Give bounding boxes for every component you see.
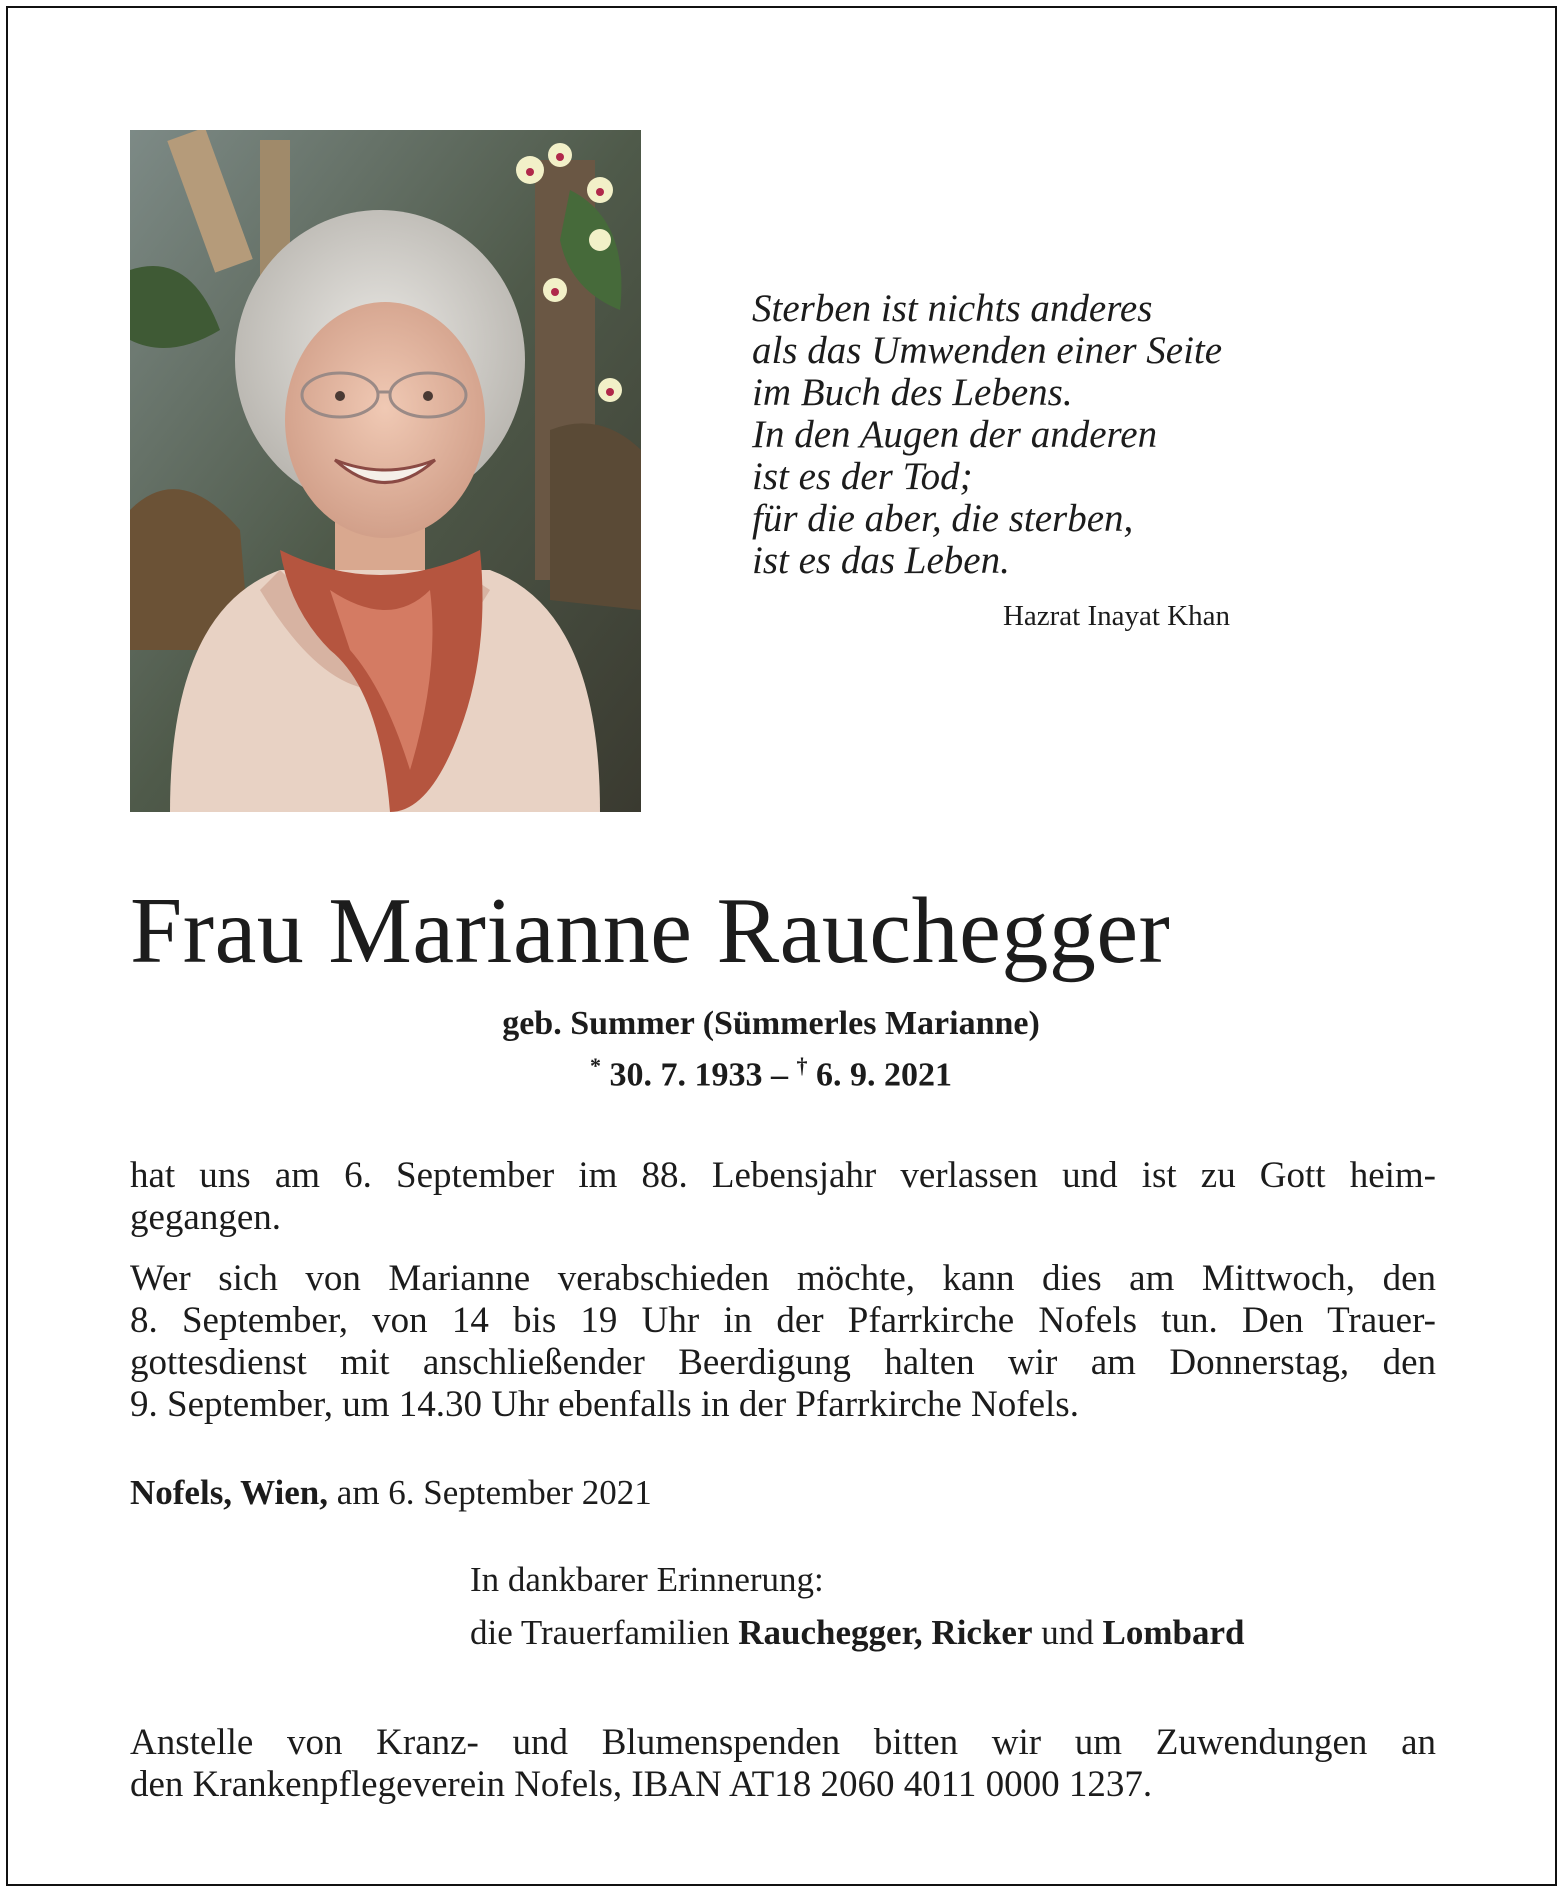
portrait-photo (130, 130, 641, 812)
quote-line: als das Umwenden einer Seite (752, 329, 1223, 372)
quote-line: ist es der Tod; (752, 455, 973, 498)
deceased-name: Frau Marianne Rauchegger (130, 879, 1171, 983)
birth-name: geb. Summer (Sümmerles Marianne) (502, 1005, 1040, 1042)
paragraph-line: Anstelle von Kranz- und Blumenspenden bitten wir um Zuwendungen an (130, 1722, 1436, 1763)
quote-block (752, 288, 1232, 582)
families-prefix: die Trauerfamilien (470, 1613, 739, 1652)
paragraph-line: gottesdienst mit anschließender Beerdigung halten wir am Donnerstag, den (130, 1342, 1436, 1383)
memory-heading: In dankbarer Erinnerung: (470, 1560, 824, 1599)
families-conjunction: und (1032, 1613, 1103, 1652)
paragraph-line: 9. September, um 14.30 Uhr ebenfalls in der Pfarrkirche Nofels. (130, 1384, 1079, 1425)
quote-line: ist es das Leben. (752, 539, 1010, 582)
quote-author: Hazrat Inayat Khan (1002, 600, 1230, 632)
place-date: am 6. September 2021 (328, 1473, 652, 1512)
date-separator: – (762, 1056, 797, 1094)
paragraph-line: 8. September, von 14 bis 19 Uhr in der Pfarrkirche Nofels tun. Den Trauer- (130, 1300, 1436, 1341)
life-dates (118, 1046, 1424, 1095)
paragraph-line: Wer sich von Marianne verabschieden möchte, kann dies am Mittwoch, den (130, 1258, 1436, 1299)
quote-line: In den Augen der anderen (752, 413, 1158, 456)
place-and-date (130, 1473, 652, 1513)
place-names: Nofels, Wien, (130, 1473, 329, 1512)
paragraph-donations (130, 1722, 1436, 1806)
quote-line: Sterben ist nichts anderes (752, 287, 1153, 330)
death-date: 6. 9. 2021 (816, 1056, 952, 1094)
birth-date: 30. 7. 1933 (609, 1056, 763, 1094)
quote-line: für die aber, die sterben, (752, 497, 1134, 540)
portrait-illustration (130, 130, 641, 812)
family-ricker: Ricker (931, 1613, 1033, 1652)
paragraph-announcement (130, 1155, 1436, 1239)
birth-symbol: * (590, 1053, 601, 1078)
paragraph-line: hat uns am 6. September im 88. Lebensjahr verlassen und ist zu Gott heim- (130, 1155, 1436, 1196)
paragraph-line: den Krankenpflegeverein Nofels, IBAN AT18 2060 4011 0000 1237. (130, 1764, 1153, 1805)
quote-line: im Buch des Lebens. (752, 371, 1073, 414)
paragraph-line: gegangen. (130, 1197, 282, 1238)
family-lombard: Lombard (1102, 1613, 1245, 1652)
paragraph-funeral-details (130, 1258, 1436, 1426)
family-rauchegger: Rauchegger, (738, 1613, 923, 1652)
death-symbol: † (796, 1053, 808, 1078)
mourning-families (470, 1613, 1244, 1653)
